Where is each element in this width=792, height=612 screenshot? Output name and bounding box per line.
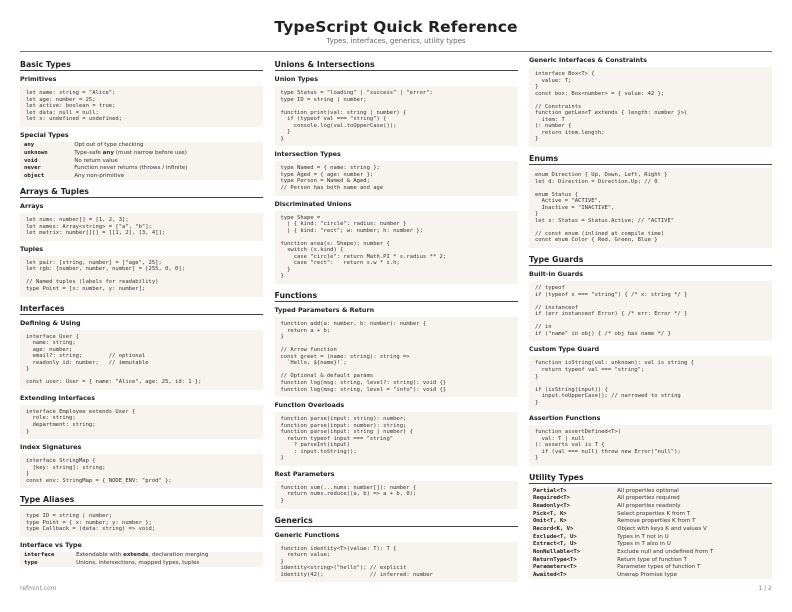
subsection-title-custom-type-guard: Custom Type Guard	[529, 345, 600, 354]
utility-type-row	[529, 487, 772, 495]
special-type-row-key: void	[24, 157, 38, 164]
utility-type-row-key: Record<K, V>	[533, 525, 574, 532]
utility-type-row-description: Select properties K from T	[617, 510, 691, 517]
section-title-type-aliases: Type Aliases	[20, 495, 263, 506]
utility-type-row-description: Return type of function T	[617, 556, 687, 563]
utility-type-row-description: Types in T not in U	[617, 533, 669, 540]
code-block-intersection-types: type Named = { name: string }; type Aged = { age: number }; type Person = Named & Aged; // Person has both name and age	[275, 161, 518, 195]
special-type-row-key: any	[24, 142, 35, 149]
column-1	[20, 55, 263, 582]
special-type-row-text: (must narrow before use)	[114, 149, 187, 156]
footer-site: refmint.com	[20, 585, 57, 592]
subsection-title-interface-vs-type: Interface vs Type	[20, 540, 82, 549]
utility-type-row	[529, 525, 772, 533]
column-3	[529, 55, 772, 582]
special-type-row-key: object	[24, 173, 45, 180]
subsection-title-union-types: Union Types	[274, 75, 319, 83]
special-type-row	[20, 172, 263, 180]
interface-vs-type-row-keyword: extends	[123, 552, 149, 559]
utility-type-row-description: Object with keys K and values V	[617, 525, 707, 532]
subsection-title-generic-interfaces: Generic Interfaces & Constraints	[529, 56, 647, 64]
utility-type-row-key: NonNullable<T>	[533, 549, 581, 556]
code-block-generic-interfaces: interface Box<T> { value: T; } const box: Box<number> = { value: 42 }; // Constraints function getLen<T extends { length: number }>( item: T ): number { return item.length; }	[529, 67, 772, 147]
special-type-row-description	[70, 165, 263, 173]
section-title-interfaces: Interfaces	[20, 304, 263, 315]
page-header	[0, 0, 792, 45]
utility-type-row	[529, 533, 772, 541]
interface-vs-type-table	[20, 552, 263, 567]
code-block-custom-type-guard: function isString(val: unknown): val is string { return typeof val === "string"; } if (isString(input)) { input.toUpperCase(); // narrowed to string }	[529, 356, 772, 410]
special-type-row-text: Type-safe	[74, 149, 103, 156]
section-title-generics: Generics	[275, 516, 518, 527]
code-block-typed-params: function add(a: number, b: number): number { return a + b; } // Arrow function const greet = (name: string): string => `Hello, ${name}!`; // Optional & default params function log(msg: string, level?: string): void {} function log(msg: string, level = "info"): void {}	[275, 317, 518, 397]
utility-type-row	[529, 564, 772, 572]
subsection-title-intersection-types: Intersection Types	[274, 150, 341, 159]
utility-type-row-description: Exclude null and undefined from T	[617, 549, 714, 556]
special-type-row-description	[70, 172, 263, 180]
utility-type-row-description: Parameter types of function T	[617, 564, 701, 571]
special-type-row-description	[70, 157, 263, 165]
special-type-row-keyword: any	[102, 149, 115, 156]
code-block-discriminated-unions: type Shape = | { kind: "circle"; radius: number } | { kind: "rect"; w: number; h: number }; function area(s: Shape): number { switch (s.kind) { case "circle": return Math.PI * s.radius ** 2; case "rect": return s.w * s.h; } }	[275, 211, 518, 284]
section-title-arrays-tuples: Arrays & Tuples	[20, 187, 263, 198]
utility-type-row-key: Required<T>	[533, 495, 571, 502]
interface-vs-type-row-text: Unions, intersections, mapped types, tuples	[76, 560, 200, 567]
subsection-title-extending: Extending Interfaces	[20, 393, 96, 402]
page-subtitle: Types, interfaces, generics, utility types	[326, 37, 466, 45]
special-type-row-text: No return value	[74, 157, 118, 164]
special-type-row	[20, 142, 263, 150]
utility-type-row	[529, 572, 772, 580]
utility-type-row-key: Exclude<T, U>	[533, 533, 577, 540]
special-type-row	[20, 165, 263, 173]
code-block-arrays: let nums: number[] = [1, 2, 3]; let names: Array<string> = ["a", "b"]; let matrix: number[][] = [[1, 2], [3, 4]];	[20, 213, 263, 241]
utility-type-row	[529, 510, 772, 518]
special-type-row-key: never	[24, 165, 41, 172]
subsection-title-defining: Defining & Using	[20, 318, 81, 327]
special-types-table	[20, 142, 263, 180]
subsection-title-special-types: Special Types	[20, 130, 69, 139]
subsection-title-function-overloads: Function Overloads	[274, 401, 345, 410]
code-block-tuples: let pair: [string, number] = ["age", 25]; let rgb: [number, number, number] = [255, 0, 0]; // Named tuples (labels for readability) type Point = [x: number, y: number];	[20, 256, 263, 297]
section-title-functions: Functions	[275, 291, 518, 302]
code-block-union-types: type Status = "loading" | "success" | "error"; type ID = string | number; function print(val: string | number) { if (typeof val === "string") { console.log(val.toUpperCase()); } }	[275, 86, 518, 146]
code-block-type-aliases: type ID = string | number; type Point = { x: number; y: number }; type Callback = (data: string) => void;	[20, 509, 263, 537]
subsection-title-builtin-guards: Built-in Guards	[529, 270, 584, 279]
utility-type-row-key: Readonly<T>	[533, 502, 571, 509]
utility-type-row-description: All properties readonly	[617, 502, 681, 509]
utility-type-row-key: Awaited<T>	[533, 572, 567, 579]
interface-vs-type-row-key: interface	[24, 552, 55, 559]
columns	[20, 55, 772, 582]
subsection-title-discriminated-unions: Discriminated Unions	[274, 199, 352, 208]
code-block-defining: interface User { name: string; age: number; email?: string; // optional readonly id: number; // immutable } const user: User = { name: "Alice", age: 25, id: 1 };	[20, 330, 263, 390]
special-type-row-description	[70, 149, 263, 157]
code-block-assertion-functions: function assertDefined<T>( val: T | null ): asserts val is T { if (val === null) throw new Error("null"); }	[529, 425, 772, 466]
subsection-title-generic-functions: Generic Functions	[274, 530, 340, 539]
special-type-row-text: Opt out of type checking	[74, 142, 144, 149]
special-type-row-description	[70, 142, 263, 150]
utility-type-row-key: ReturnType<T>	[533, 556, 577, 563]
utility-type-row-description: Unwrap Promise type	[617, 572, 677, 579]
header-rule	[20, 51, 772, 52]
interface-vs-type-row	[20, 560, 263, 568]
column-2	[275, 55, 518, 582]
utility-type-row	[529, 518, 772, 526]
section-title-unions: Unions & Intersections	[275, 60, 518, 71]
interface-vs-type-row-description	[72, 552, 263, 560]
section-title-basic-types: Basic Types	[20, 60, 263, 71]
special-type-row	[20, 157, 263, 165]
code-block-generic-functions: function identity<T>(value: T): T { return value; } identity<string>("hello"); // explicit identity(42); // inferred: number	[275, 542, 518, 583]
utility-type-row-key: Extract<T, U>	[533, 541, 577, 548]
code-block-extending: interface Employee extends User { role: string; department: string; }	[20, 405, 263, 439]
utility-type-row-description: All properties optional	[617, 487, 679, 494]
special-type-row	[20, 149, 263, 157]
code-block-rest-parameters: function sum(...nums: number[]): number { return nums.reduce((a, b) => a + b, 0); }	[275, 481, 518, 509]
page-title: TypeScript Quick Reference	[274, 18, 518, 36]
code-block-primitives: let name: string = "Alice"; let age: number = 25; let active: boolean = true; let data: null = null; let x: undefined = undefined;	[20, 86, 263, 127]
footer-page-number: 1 / 2	[758, 585, 772, 592]
code-block-enums: enum Direction { Up, Down, Left, Right } let d: Direction = Direction.Up; // 0 enum Status { Active = "ACTIVE", Inactive = "INACTIVE", } let s: Status = Status.Active; // "ACTIVE" // const enum (inlined at compile time) const enum Color { Red, Green, Blue }	[529, 168, 772, 248]
interface-vs-type-row-key: type	[24, 560, 38, 567]
section-title-utility-types: Utility Types	[529, 473, 772, 484]
code-block-function-overloads: function parse(input: string): number; function parse(input: number): string; function parse(input: string | number) { return typeof input === "string" ? parseInt(input) : input.toString(); }	[275, 412, 518, 466]
subsection-title-assertion-functions: Assertion Functions	[529, 414, 601, 423]
utility-type-row-key: Parameters<T>	[533, 564, 577, 571]
interface-vs-type-row-text: , declaration merging	[148, 552, 209, 559]
utility-type-row	[529, 541, 772, 549]
utility-type-row	[529, 495, 772, 503]
utility-type-row	[529, 556, 772, 564]
section-title-enums: Enums	[529, 154, 772, 165]
code-block-index-signatures: interface StringMap { [key: string]: string; } const env: StringMap = { NODE_ENV: "prod" };	[20, 454, 263, 488]
utility-types-table	[529, 487, 772, 579]
special-type-row-key: unknown	[24, 149, 48, 156]
subsection-title-tuples: Tuples	[20, 244, 44, 253]
utility-type-row-key: Partial<T>	[533, 487, 567, 494]
subsection-title-typed-params: Typed Parameters & Return	[274, 306, 375, 315]
subsection-title-arrays: Arrays	[20, 202, 44, 211]
utility-type-row-key: Omit<T, K>	[533, 518, 567, 525]
interface-vs-type-row-description	[72, 560, 263, 568]
subsection-title-primitives: Primitives	[20, 75, 57, 83]
interface-vs-type-row-text: Extendable with	[76, 552, 124, 559]
section-title-type-guards: Type Guards	[529, 255, 772, 266]
special-type-row-text: Function never returns (throws / infinite)	[74, 165, 188, 172]
utility-type-row-description: Types in T also in U	[617, 541, 671, 548]
code-block-builtin-guards: // typeof if (typeof x === "string") { /* x: string */ } // instanceof if (err instanceof Error) { /* err: Error */ } // in if ("name" in obj) { /* obj has name */ }	[529, 281, 772, 341]
utility-type-row	[529, 548, 772, 556]
interface-vs-type-row	[20, 552, 263, 560]
utility-type-row-key: Pick<T, K>	[533, 510, 567, 517]
subsection-title-index-signatures: Index Signatures	[20, 443, 82, 452]
subsection-title-rest-parameters: Rest Parameters	[274, 469, 335, 478]
special-type-row-text: Any non-primitive	[74, 173, 125, 180]
utility-type-row-description: Remove properties K from T	[617, 518, 696, 525]
utility-type-row	[529, 502, 772, 510]
utility-type-row-description: All properties required	[617, 495, 680, 502]
